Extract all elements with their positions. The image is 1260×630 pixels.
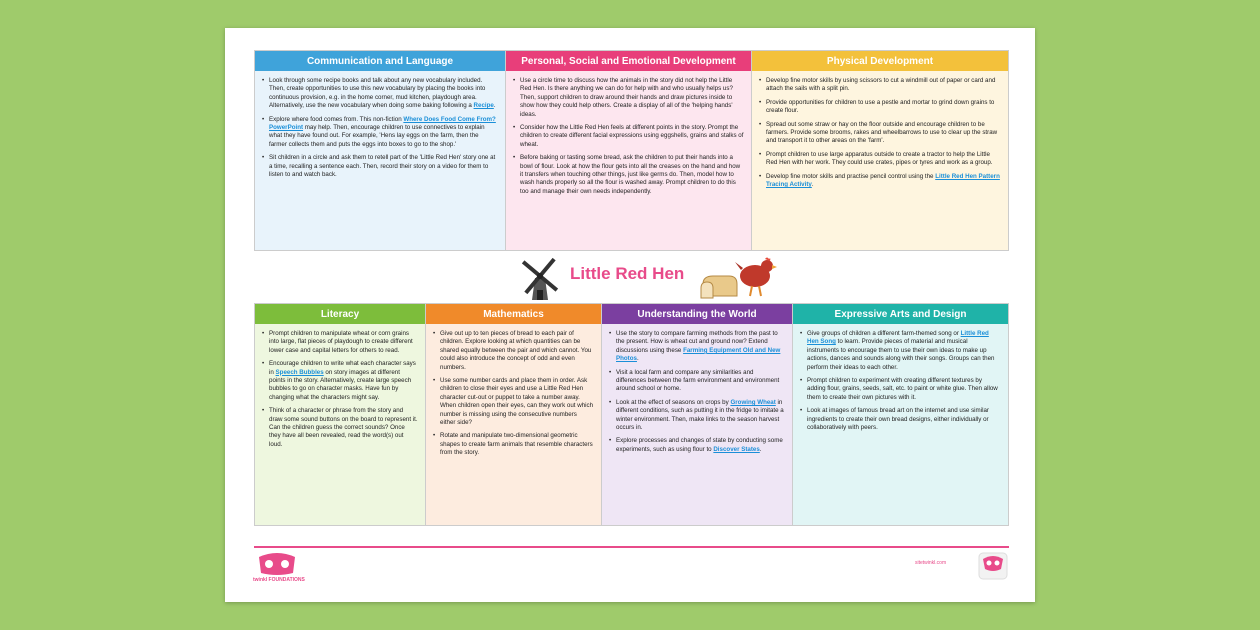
item-list [752, 71, 1008, 198]
resource-link[interactable]: Little Red Hen Song [807, 330, 989, 346]
physical-development-panel [751, 50, 1009, 251]
list-item: • Before baking or tasting some bread, ask the children to put their hands into a bowl of flour. Look at how the flour gets into all the creases on the hand and how it transfers when touching other things, just like germs do. Then, model how to wash hands properly so all the flour is washed away. Prompt children to do this too and manage their own needs independently. [513, 154, 744, 196]
resource-link[interactable]: Where Does Food Come From? PowerPoint [269, 115, 496, 132]
list-item: • Look through some recipe books and talk about any new vocabulary included. Then, create opportunities to use this new vocabulary by placing the books into continuous provision, e.g. in the home corner, mud kitchen, playdough area. Alternatively, use the new vocabulary when doing some baking following a Recipe. [262, 77, 498, 111]
mathematics-panel [425, 303, 602, 526]
resource-link[interactable]: Farming Equipment Old and New Photos [616, 346, 781, 363]
item-list [255, 71, 505, 188]
footer-divider [254, 546, 1009, 548]
panel-heading: Literacy [255, 304, 425, 324]
list-item: • Give out up to ten pieces of bread to each pair of children. Explore looking at which quantities can be shared equally between the pair and which cannot. You could also introduce the concept of odd and even numbers. [433, 330, 594, 372]
panel-heading: Communication and Language [255, 51, 505, 71]
activity-sheet [225, 28, 1035, 602]
list-item: • Visit a local farm and compare any similarities and differences between the farm environment and environment around school or home. [609, 369, 785, 394]
resource-link[interactable]: Speech Bubbles [275, 368, 324, 376]
list-item: • Use a circle time to discuss how the animals in the story did not help the Little Red Hen. Is there anything we can do for help with and who usually helps us? Then, support children to draw around their hands and draw pictures inside to show how they could help others. Create a display of all of the 'helping hands' ideas. [513, 77, 744, 119]
list-item: • Provide opportunities for children to use a pestle and mortar to grind down grains to create flour. [759, 99, 1001, 116]
item-list [255, 324, 425, 458]
list-item: • Develop fine motor skills and practise pencil control using the Little Red Hen Pattern Tracing Activity. [759, 173, 1001, 190]
twinkl-logo-icon [977, 549, 1009, 581]
list-item: • Prompt children to use large apparatus outside to create a tractor to help the Little Red Hen with her work. They could use crates, pipes or tyres and work as a group. [759, 151, 1001, 168]
list-item: • Look at the effect of seasons on crops by Growing Wheat in different conditions, such as putting it in the fridge to imitate a winter environment. Then, make links to the season harvest occurs in. [609, 399, 785, 433]
list-item: • Explore processes and changes of state by conducting some experiments, such as using flour to Discover States. [609, 437, 785, 454]
panel-heading: Personal, Social and Emotional Development [506, 51, 751, 71]
psed-panel [505, 50, 752, 251]
item-list [793, 324, 1008, 441]
item-list [602, 324, 792, 463]
twinkl-foundations-logo-icon [253, 551, 301, 577]
resource-link[interactable]: Discover States [713, 445, 760, 453]
list-item: • Give groups of children a different farm-themed song or Little Red Hen Song to learn. Provide pieces of material and musical instruments to encourage them to use their own ideas to make up actions, dances and sounds along with their songs. Groups can then perform their ideas to each other. [800, 330, 1001, 372]
list-item: • Encourage children to write what each character says in Speech Bubbles on story images at different points in the story. Alternatively, create large speech bubbles to go on character masks. Have fun by changing what the characters might say. [262, 360, 418, 402]
list-item: • Prompt children to experiment with creating different textures by adding flour, grains, seeds, salt, etc. to paint or white glue. Then allow them to create their own pictures with it. [800, 377, 1001, 402]
understanding-world-panel [601, 303, 793, 526]
list-item: • Sit children in a circle and ask them to retell part of the 'Little Red Hen' story one at a time, recalling a sentence each. Then, record their story on a video for them to listen to and watch back. [262, 154, 498, 179]
list-item: • Think of a character or phrase from the story and draw some sound buttons on the board to represent it. Can the children guess the correct sounds? Once they have all been revealed, read the word(s) out loud. [262, 407, 418, 449]
expressive-arts-panel [792, 303, 1009, 526]
page-title: Little Red Hen [570, 264, 685, 283]
panel-heading: Expressive Arts and Design [793, 304, 1008, 324]
list-item: • Prompt children to manipulate wheat or corn grains into large, flat pieces of playdough to create different lower case and capital letters for others to read. [262, 330, 418, 355]
red-hen-icon [733, 254, 777, 298]
list-item: • Rotate and manipulate two-dimensional geometric shapes to create farm animals that resemble characters from the story. [433, 432, 594, 457]
footer-site[interactable]: sitetwinkl.com [915, 560, 947, 566]
list-item: • Develop fine motor skills by using scissors to cut a windmill out of paper or card and attach the sails with a split pin. [759, 77, 1001, 94]
item-list [426, 324, 601, 467]
list-item: • Use some number cards and place them in order. Ask children to close their eyes and use a Little Red Hen character cut-out or puppet to take a number away. When children open their eyes, can they work out which number is missing using the consecutive numbers either side? [433, 377, 594, 427]
literacy-panel [254, 303, 426, 526]
list-item: • Consider how the Little Red Hen feels at different points in the story. Prompt the children to create different facial expressions using eggshells, grains and stalks of wheat. [513, 124, 744, 149]
item-list [506, 71, 751, 205]
list-item: • Explore where food comes from. This non-fiction Where Does Food Come From? PowerPoint may help. Then, encourage children to use connectives to explain what they have found out. For example, 'Hens lay eggs on the farm, then the farmer collects them and puts the eggs into boxes to go to the shop.' [262, 116, 498, 150]
resource-link[interactable]: Recipe [473, 102, 494, 110]
communication-language-panel [254, 50, 506, 251]
windmill-icon [517, 252, 563, 302]
list-item: • Use the story to compare farming methods from the past to the present. How is wheat cut and ground now? Extend discussions using these Farming Equipment Old and New Photos. [609, 330, 785, 364]
panel-heading: Understanding the World [602, 304, 792, 324]
panel-heading: Physical Development [752, 51, 1008, 71]
list-item: • Look at images of famous bread art on the internet and use similar ingredients to create their own bread designs, either individually or collaboratively with peers. [800, 407, 1001, 432]
panel-heading: Mathematics [426, 304, 601, 324]
footer-logo-text: twinkl FOUNDATIONS [253, 577, 305, 583]
resource-link[interactable]: Little Red Hen Pattern Tracing Activity [766, 172, 1000, 189]
resource-link[interactable]: Growing Wheat [730, 398, 776, 406]
list-item: • Spread out some straw or hay on the floor outside and encourage children to be farmers. Provide some brooms, rakes and wheelbarrows to use to clear up the straw and transport it to other areas on the 'farm'. [759, 121, 1001, 146]
